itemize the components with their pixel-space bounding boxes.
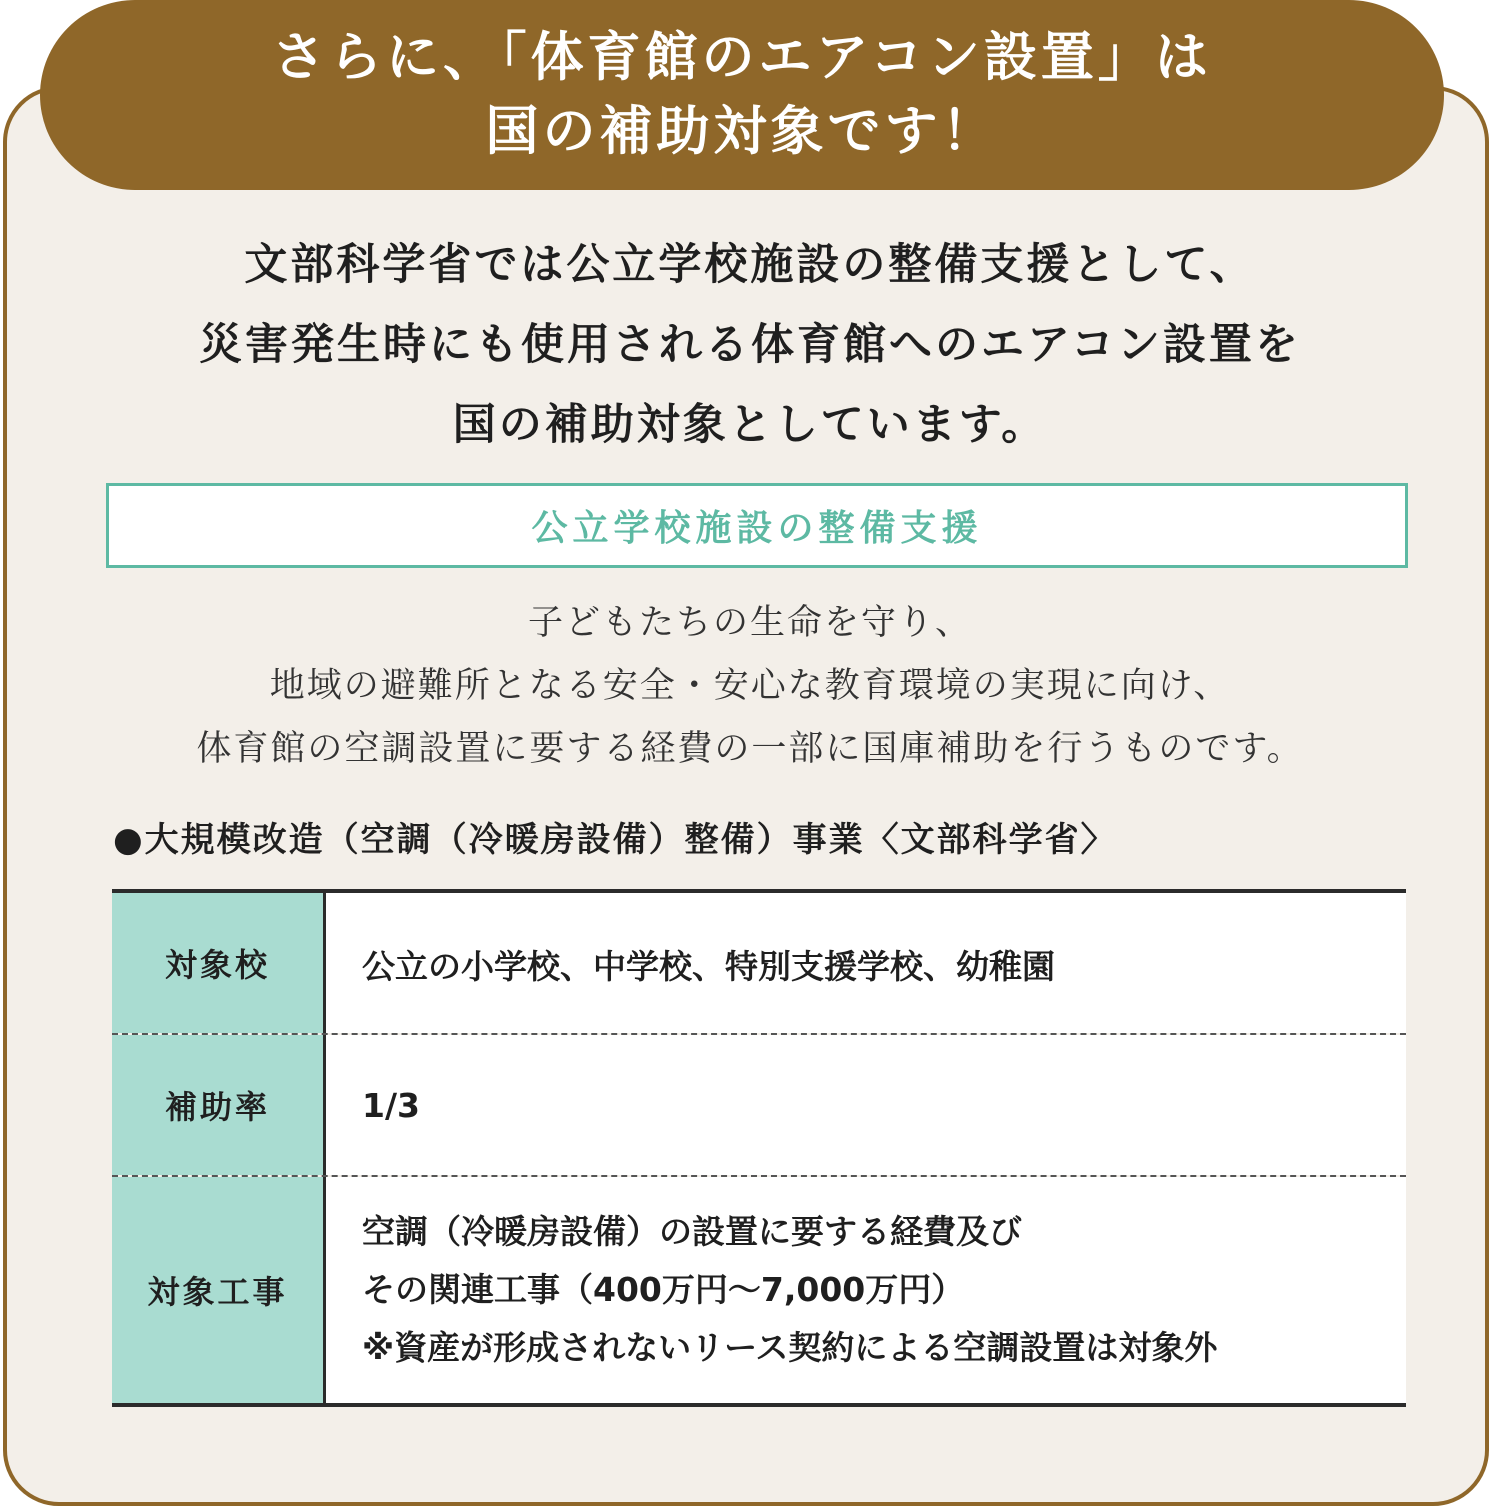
- row-label-target-schools: 対象校: [112, 893, 326, 1033]
- table-row: [112, 1175, 1406, 1403]
- value-line: その関連工事（400万円～7,000万円）: [362, 1270, 965, 1309]
- intro-line: 国の補助対象としています。: [452, 400, 1048, 450]
- intro-text: [0, 225, 1500, 465]
- intro-line: 文部科学省では公立学校施設の整備支援として、: [244, 240, 1256, 290]
- program-title: ●大規模改造（空調（冷暖房設備）整備）事業〈文部科学省〉: [113, 820, 1117, 860]
- info-table: [112, 889, 1406, 1407]
- header-banner: [40, 0, 1444, 190]
- support-description: [0, 592, 1500, 781]
- table-row: [112, 893, 1406, 1033]
- header-title-line1: さらに、「体育館のエアコン設置」は: [272, 27, 1212, 88]
- value-line: 公立の小学校、中学校、特別支援学校、幼稚園: [362, 947, 1055, 986]
- support-heading: 公立学校施設の整備支援: [531, 508, 983, 549]
- support-heading-box: [106, 483, 1408, 568]
- intro-line: 災害発生時にも使用される体育館へのエアコン設置を: [199, 320, 1301, 370]
- row-value-target-work: [326, 1177, 1406, 1403]
- description-line: 地域の避難所となる安全・安心な教育環境の実現に向け、: [269, 666, 1231, 706]
- value-line: 空調（冷暖房設備）の設置に要する経費及び: [362, 1212, 1022, 1251]
- row-value-target-schools: [326, 893, 1406, 1033]
- row-value-subsidy-rate: [326, 1035, 1406, 1175]
- row-label-subsidy-rate: 補助率: [112, 1035, 326, 1175]
- value-line: 1/3: [362, 1085, 420, 1125]
- row-label-target-work: 対象工事: [112, 1177, 326, 1403]
- description-line: 子どもたちの生命を守り、: [527, 603, 972, 643]
- header-title-line2: 国の補助対象です！: [485, 101, 999, 162]
- table-row: [112, 1033, 1406, 1175]
- value-line: ※資産が形成されないリース契約による空調設置は対象外: [362, 1328, 1218, 1367]
- description-line: 体育館の空調設置に要する経費の一部に国庫補助を行うものです。: [196, 729, 1304, 769]
